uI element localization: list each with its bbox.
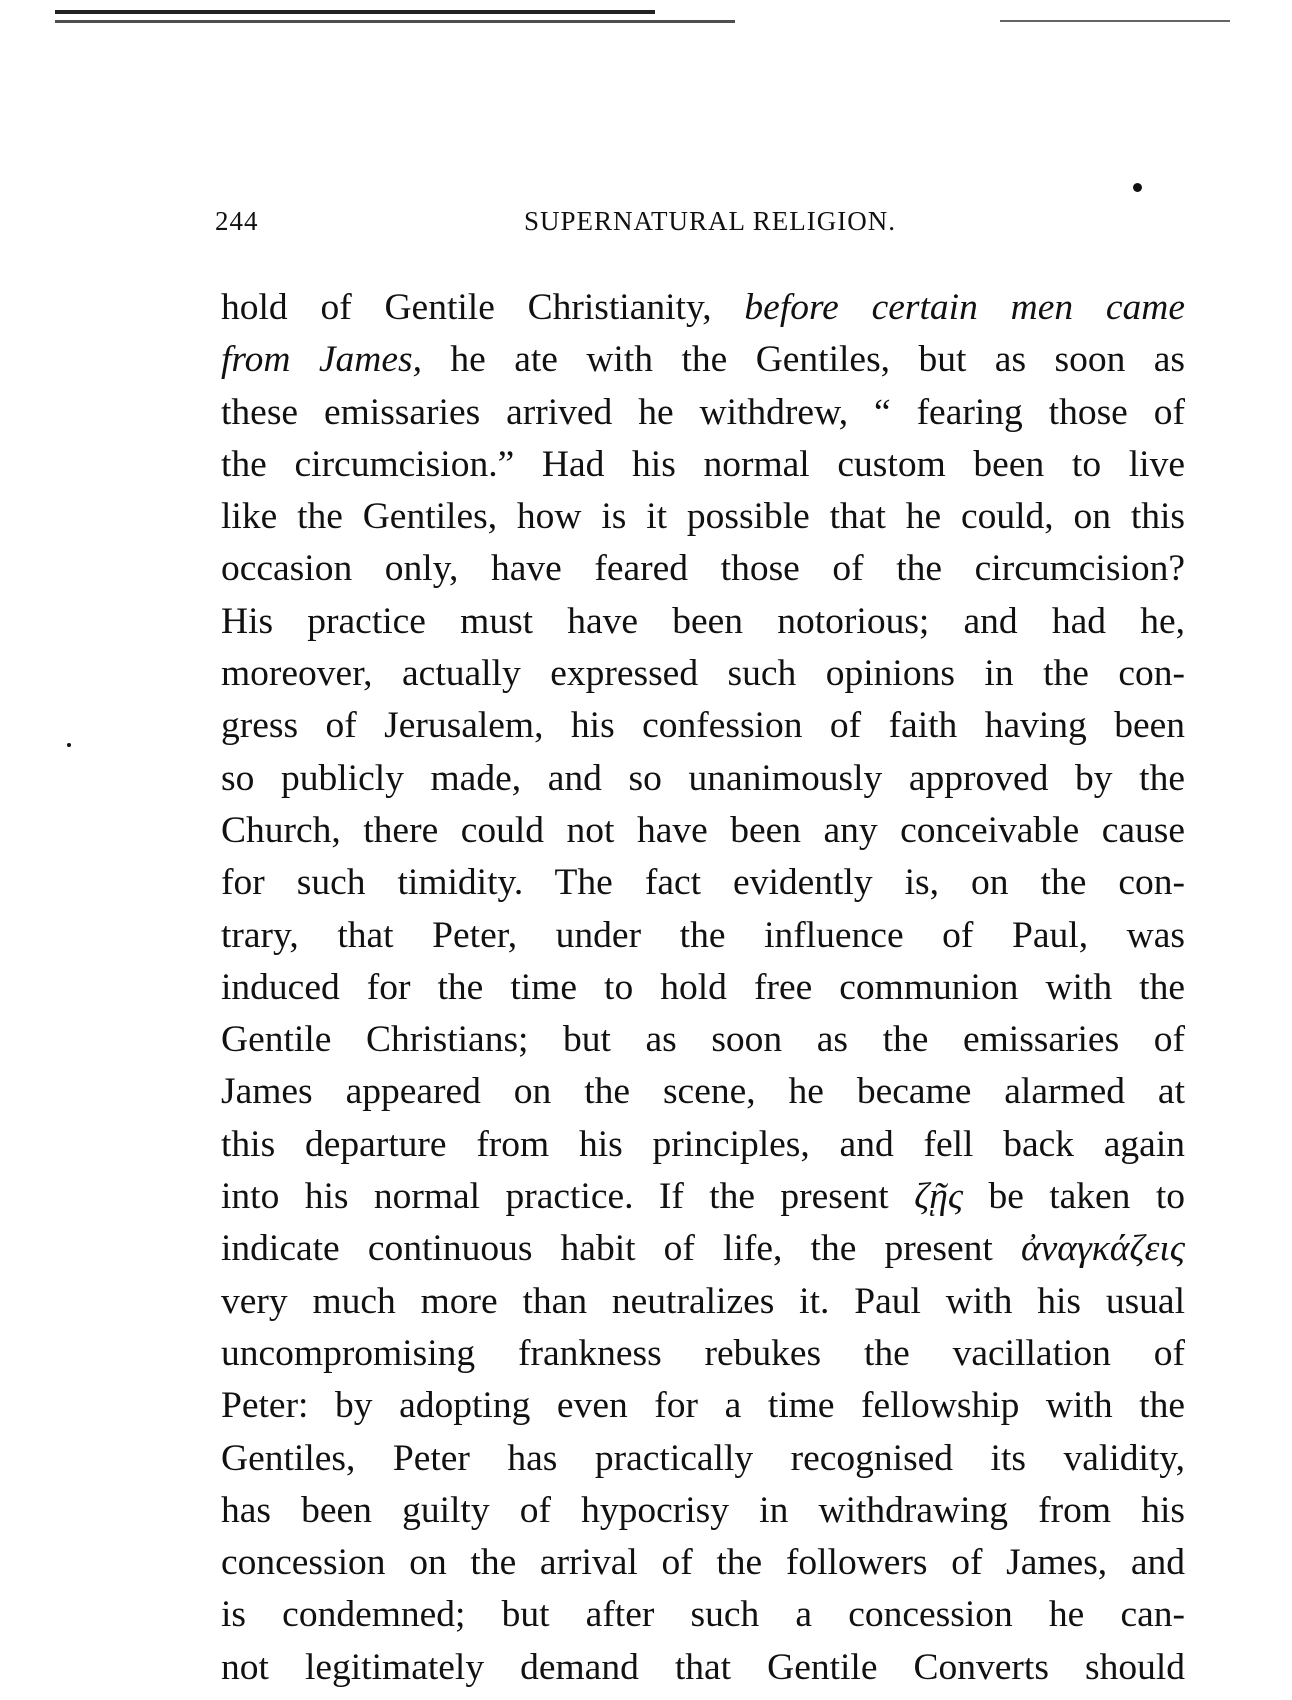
text-segment: into his normal practice. If the present <box>221 1176 915 1218</box>
text-segment: uncompromising frankness rebukes the vacillation of <box>221 1332 1185 1374</box>
text-line <box>221 1380 1185 1432</box>
italic-text: from James, <box>221 339 422 381</box>
text-segment: like the Gentiles, how is it possible that he could, on this <box>221 496 1185 538</box>
italic-text: ζῇς <box>914 1176 964 1218</box>
page-number: 244 <box>215 206 259 236</box>
text-line <box>221 1537 1185 1589</box>
text-segment: Peter: by adopting even for a time fellowship with the <box>221 1385 1185 1427</box>
text-segment: moreover, actually expressed such opinions in the con- <box>221 653 1185 695</box>
text-line <box>221 1485 1185 1537</box>
text-line <box>221 857 1185 909</box>
scan-edge-mark <box>55 10 655 14</box>
text-segment: James appeared on the scene, he became alarmed at <box>221 1071 1185 1113</box>
text-line <box>221 1014 1185 1066</box>
text-segment: Church, there could not have been any conceivable cause <box>221 809 1185 851</box>
text-segment: this departure from his principles, and fell back again <box>221 1123 1185 1165</box>
text-line <box>221 1642 1185 1694</box>
text-line <box>221 387 1185 439</box>
text-line <box>221 962 1185 1014</box>
scan-edge-mark <box>1000 20 1230 22</box>
text-segment: has been guilty of hypocrisy in withdrawing from his <box>221 1489 1185 1531</box>
running-title: SUPERNATURAL RELIGION. <box>524 206 896 236</box>
text-segment: His practice must have been notorious; and had he, <box>221 600 1185 642</box>
text-line <box>221 1328 1185 1380</box>
italic-text: ἀναγκάζεις <box>1020 1228 1185 1270</box>
body-text <box>221 282 1185 1694</box>
text-line <box>221 1589 1185 1641</box>
text-line <box>221 805 1185 857</box>
text-segment: hold of Gentile Christianity, <box>221 287 745 328</box>
text-segment: for such timidity. The fact evidently is, on the con- <box>221 862 1185 904</box>
text-segment: not legitimately demand that Gentile Converts should <box>221 1646 1185 1688</box>
text-line <box>221 910 1185 962</box>
text-segment: induced for the time to hold free communion with the <box>221 966 1185 1008</box>
text-segment: gress of Jerusalem, his confession of faith having been <box>221 705 1185 747</box>
text-segment: is condemned; but after such a concession he can- <box>221 1594 1185 1636</box>
text-line <box>221 1223 1185 1275</box>
text-segment: indicate continuous habit of life, the present <box>221 1228 1021 1270</box>
text-line <box>221 1433 1185 1485</box>
text-segment: these emissaries arrived he withdrew, “ fearing those of <box>221 391 1185 433</box>
text-line <box>221 1171 1185 1223</box>
text-segment: concession on the arrival of the followers of James, and <box>221 1542 1185 1584</box>
text-line <box>221 543 1185 595</box>
text-line <box>221 439 1185 491</box>
text-segment: occasion only, have feared those of the circumcision? <box>221 548 1185 590</box>
text-line <box>221 648 1185 700</box>
page-header <box>215 206 1185 246</box>
text-line <box>221 1066 1185 1118</box>
text-line <box>221 753 1185 805</box>
italic-text: before certain men came <box>744 287 1185 328</box>
text-line <box>221 700 1185 752</box>
text-segment: Gentile Christians; but as soon as the emissaries of <box>221 1019 1185 1061</box>
text-line <box>221 596 1185 648</box>
text-line <box>221 334 1185 386</box>
text-segment: so publicly made, and so unanimously approved by the <box>221 757 1185 799</box>
text-segment: be taken to <box>963 1176 1185 1218</box>
scan-edge-mark <box>55 20 735 23</box>
text-line <box>221 282 1185 334</box>
text-line <box>221 491 1185 543</box>
text-segment: Gentiles, Peter has practically recognised its validity, <box>221 1437 1185 1479</box>
text-segment: the circumcision.” Had his normal custom been to live <box>221 443 1185 485</box>
text-segment: very much more than neutralizes it. Paul with his usual <box>221 1280 1185 1322</box>
text-segment: trary, that Peter, under the influence of Paul, was <box>221 914 1185 956</box>
scan-speck <box>1133 183 1142 192</box>
text-line <box>221 1276 1185 1328</box>
scan-speck <box>67 743 71 747</box>
text-segment: he ate with the Gentiles, but as soon as <box>421 339 1185 381</box>
text-line <box>221 1119 1185 1171</box>
